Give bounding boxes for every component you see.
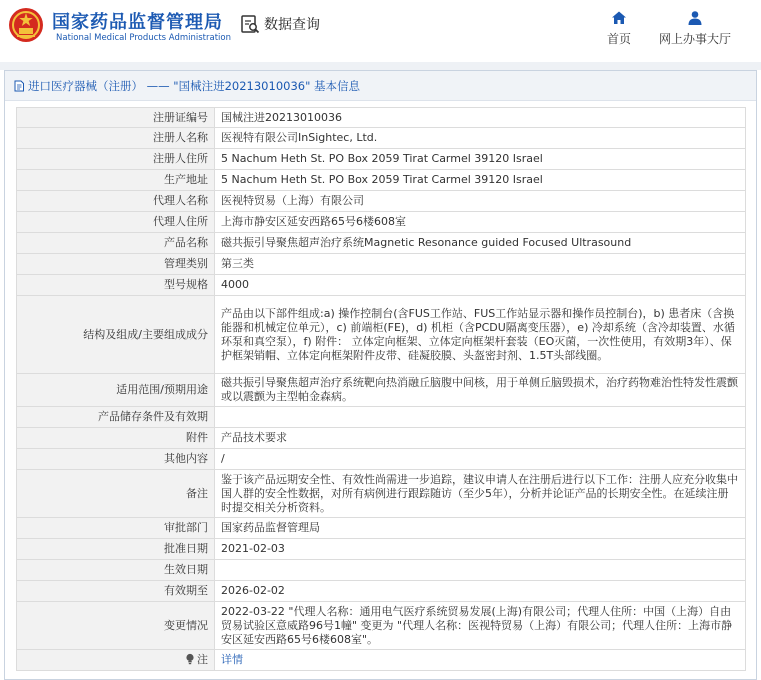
national-emblem-icon	[8, 7, 44, 43]
row-value: 国家药品监督管理局	[215, 518, 746, 539]
row-value: 2022-03-22 "代理人名称：通用电气医疗系统贸易发展(上海)有限公司；代理人住所：中国（上海）自由贸易试验区意威路96号1幢" 变更为 "代理人名称：医视特贸易（上海）有限公司；代理人住所：上海市静安区延安西路65号6楼608室"。	[215, 602, 746, 650]
row-label: 备注	[17, 470, 215, 518]
nav-online-office-label: 网上办事大厅	[658, 32, 731, 46]
row-value: 5 Nachum Heth St. PO Box 2059 Tirat Carmel 39120 Israel	[215, 149, 746, 170]
row-label: 适用范围/预期用途	[17, 374, 215, 407]
row-value: 磁共振引导聚焦超声治疗系统靶向热消融丘脑腹中间核，用于单侧丘脑毁损术，治疗药物难治性特发性震颤或以震颤为主型帕金森病。	[215, 374, 746, 407]
details-cell	[215, 650, 746, 671]
row-label: 注册证编号	[17, 108, 215, 128]
row-value	[215, 560, 746, 581]
table-row	[17, 296, 746, 374]
registration-info-table	[16, 107, 746, 671]
panel-title	[5, 71, 756, 101]
lightbulb-icon	[185, 653, 195, 665]
row-value: 上海市静安区延安西路65号6楼608室	[215, 212, 746, 233]
row-label: 代理人名称	[17, 191, 215, 212]
site-title[interactable]: 国家药品监督管理局	[52, 12, 223, 33]
table-row	[17, 254, 746, 275]
row-value: 4000	[215, 275, 746, 296]
table-row	[17, 602, 746, 650]
table-row	[17, 407, 746, 428]
row-value: 第三类	[215, 254, 746, 275]
row-label: 产品名称	[17, 233, 215, 254]
row-label: 管理类别	[17, 254, 215, 275]
document-icon	[13, 80, 25, 92]
row-label: 注册人名称	[17, 128, 215, 149]
table-row	[17, 539, 746, 560]
table-row	[17, 191, 746, 212]
row-value: 磁共振引导聚焦超声治疗系统Magnetic Resonance guided Focused Ultrasound	[215, 233, 746, 254]
row-label: 变更情况	[17, 602, 215, 650]
table-row	[17, 449, 746, 470]
table-row	[17, 212, 746, 233]
details-link[interactable]: 详情	[221, 653, 243, 666]
user-icon	[687, 10, 703, 26]
data-query-link[interactable]	[240, 10, 320, 38]
row-label: 结构及组成/主要组成成分	[17, 296, 215, 374]
row-value: 产品技术要求	[215, 428, 746, 449]
table-row	[17, 149, 746, 170]
nav-online-office[interactable]	[655, 10, 735, 47]
table-row	[17, 581, 746, 602]
row-label: 生产地址	[17, 170, 215, 191]
table-row	[17, 275, 746, 296]
row-label: 其他内容	[17, 449, 215, 470]
note-label-cell	[17, 650, 215, 671]
row-value: 医视特有限公司InSightec, Ltd.	[215, 128, 746, 149]
row-label: 批准日期	[17, 539, 215, 560]
row-label: 生效日期	[17, 560, 215, 581]
table-row	[17, 128, 746, 149]
table-row	[17, 650, 746, 671]
table-row	[17, 108, 746, 128]
panel-title-text: 进口医疗器械（注册） —— "国械注进20213010036" 基本信息	[28, 78, 361, 93]
row-label: 注	[197, 653, 208, 666]
data-query-label: 数据查询	[264, 17, 320, 33]
site-subtitle: National Medical Products Administration	[56, 33, 231, 43]
nav-home[interactable]	[603, 10, 635, 47]
data-query-icon	[240, 14, 260, 34]
row-value: 2021-02-03	[215, 539, 746, 560]
nav-home-label: 首页	[606, 32, 631, 46]
row-value: 鉴于该产品远期安全性、有效性尚需进一步追踪，建议申请人在注册后进行以下工作：注册人应充分收集中国人群的安全性数据，对所有病例进行跟踪随访（至少5年），分析并论证产品的长期安全性。在延续注册时提交相关分析资料。	[215, 470, 746, 518]
table-row	[17, 518, 746, 539]
row-label: 注册人住所	[17, 149, 215, 170]
row-label: 有效期至	[17, 581, 215, 602]
table-row	[17, 560, 746, 581]
row-value: 5 Nachum Heth St. PO Box 2059 Tirat Carmel 39120 Israel	[215, 170, 746, 191]
table-row	[17, 233, 746, 254]
table-row	[17, 428, 746, 449]
row-value: 国械注进20213010036	[215, 108, 746, 128]
row-label: 代理人住所	[17, 212, 215, 233]
info-panel	[4, 70, 757, 680]
header-divider	[0, 62, 761, 70]
row-label: 型号规格	[17, 275, 215, 296]
row-value	[215, 407, 746, 428]
row-value: 医视特贸易（上海）有限公司	[215, 191, 746, 212]
home-icon	[611, 10, 627, 26]
table-row	[17, 470, 746, 518]
row-value: /	[215, 449, 746, 470]
row-label: 产品储存条件及有效期	[17, 407, 215, 428]
table-row	[17, 170, 746, 191]
row-label: 附件	[17, 428, 215, 449]
row-value: 产品由以下部件组成:a) 操作控制台(含FUS工作站、FUS工作站显示器和操作员控制台)，b) 患者床（含换能器和机械定位单元），c) 前端柜(FE)，d) 机柜（含PCDU隔离变压器），e) 冷却系统（含冷却装置、水循环泵和真空泵），f) 附件： 立体定向框架、立体定向框架杆套装（EO灭菌，一次性使用，有效期3年）、保护框架销帽、立体定向框架附件皮带、硅凝胶膜、头盔密封剂、1.5T头部线圈。	[215, 296, 746, 374]
table-row	[17, 374, 746, 407]
row-value: 2026-02-02	[215, 581, 746, 602]
site-header	[0, 0, 761, 62]
row-label: 审批部门	[17, 518, 215, 539]
